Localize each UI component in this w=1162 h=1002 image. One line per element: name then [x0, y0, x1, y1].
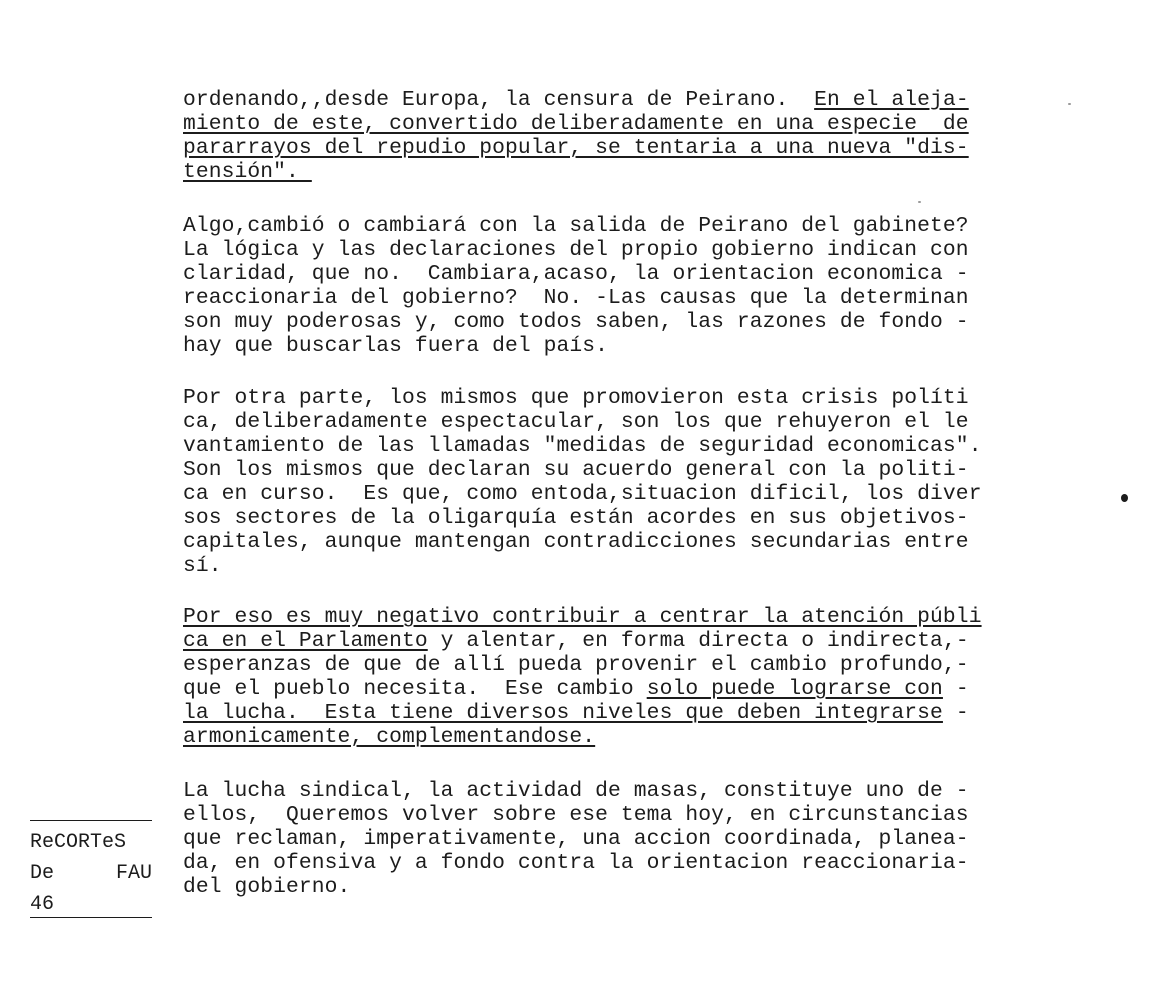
text-segment: La lógica y las declaraciones del propio gobierno indican con	[183, 238, 969, 262]
text-segment: claridad, que no. Cambiara,acaso, la orientacion economica -	[183, 262, 969, 286]
text-segment: son muy poderosas y, como todos saben, las razones de fondo -	[183, 310, 969, 334]
text-line	[183, 434, 1043, 458]
text-line	[183, 88, 1043, 112]
text-line	[183, 214, 1043, 238]
text-segment: -	[942, 677, 969, 701]
paper-speck	[1068, 103, 1071, 105]
text-line	[183, 238, 1043, 262]
underlined-text: la lucha. Esta tiene diversos niveles que deben integrarse	[183, 701, 943, 725]
paragraph-2	[183, 214, 1043, 358]
text-segment: ca, deliberadamente espectacular, son los que rehuyeron el le	[183, 410, 969, 434]
text-segment: hay que buscarlas fuera del país.	[183, 334, 609, 358]
underlined-text: armonicamente, complementandose.	[183, 725, 596, 749]
text-segment: vantamiento de las llamadas "medidas de seguridad economicas".	[183, 434, 982, 458]
stamp-line-de-fau	[30, 858, 152, 889]
text-line	[183, 386, 1043, 410]
text-segment: ellos, Queremos volver sobre ese tema hoy, en circunstancias	[183, 803, 969, 827]
text-line	[183, 701, 1043, 725]
underlined-text: Por eso es muy negativo contribuir a centrar la atención públi	[183, 605, 982, 629]
paragraph-3	[183, 386, 1043, 578]
ink-dot	[1121, 494, 1128, 502]
stamp-de: De	[30, 862, 55, 885]
paragraph-1	[183, 88, 1043, 184]
paper-speck	[918, 201, 921, 203]
underlined-text: solo puede lograrse con	[646, 677, 943, 701]
text-segment: capitales, aunque mantengan contradicciones secundarias entre	[183, 530, 969, 554]
text-line	[183, 506, 1043, 530]
text-segment: reaccionaria del gobierno? No. -Las causas que la determinan	[183, 286, 969, 310]
paragraph-5	[183, 779, 1043, 899]
text-line	[183, 803, 1043, 827]
stamp-top-rule	[30, 820, 152, 821]
text-line	[183, 677, 1043, 701]
text-line	[183, 605, 1043, 629]
text-line	[183, 310, 1043, 334]
stamp-line-number: 46	[30, 889, 152, 918]
text-segment: Por otra parte, los mismos que promovieron esta crisis políti	[183, 386, 969, 410]
text-line	[183, 334, 1043, 358]
underlined-text: pararrayos del repudio popular, se tentaria a una nueva "dis-	[183, 136, 969, 160]
text-line	[183, 458, 1043, 482]
text-segment: -	[942, 701, 969, 725]
stamp-fau: FAU	[115, 862, 152, 885]
text-line	[183, 851, 1043, 875]
text-segment: ca en curso. Es que, como entoda,situacion dificil, los diver	[183, 482, 982, 506]
text-line	[183, 629, 1043, 653]
text-line	[183, 136, 1043, 160]
text-line	[183, 779, 1043, 803]
recortes-stamp	[30, 820, 154, 918]
text-segment: y alentar, en forma directa o indirecta,-	[427, 629, 969, 653]
text-line	[183, 827, 1043, 851]
text-segment: que reclaman, imperativamente, una accion coordinada, planea-	[183, 827, 969, 851]
text-line	[183, 725, 1043, 749]
text-line	[183, 554, 1043, 578]
text-segment: sí.	[183, 554, 222, 578]
underlined-text: En el aleja-	[814, 88, 969, 112]
text-line	[183, 160, 1043, 184]
text-line	[183, 112, 1043, 136]
text-line	[183, 530, 1043, 554]
text-line	[183, 482, 1043, 506]
text-line	[183, 875, 1043, 899]
text-line	[183, 410, 1043, 434]
text-segment: del gobierno.	[183, 875, 351, 899]
underlined-text: miento de este, convertido deliberadamente en una especie de	[183, 112, 969, 136]
text-line	[183, 286, 1043, 310]
text-segment: Algo,cambió o cambiará con la salida de Peirano del gabinete?	[183, 214, 969, 238]
text-line	[183, 653, 1043, 677]
paragraph-4	[183, 605, 1043, 749]
stamp-line-recortes: ReCORTeS	[30, 831, 127, 854]
text-segment: da, en ofensiva y a fondo contra la orientacion reaccionaria-	[183, 851, 969, 875]
text-segment: esperanzas de que de allí pueda provenir el cambio profundo,-	[183, 653, 969, 677]
underlined-text: tensión".	[183, 160, 312, 184]
text-segment: Son los mismos que declaran su acuerdo general con la politi-	[183, 458, 969, 482]
text-segment: sos sectores de la oligarquía están acordes en sus objetivos-	[183, 506, 969, 530]
text-line	[183, 262, 1043, 286]
text-segment: La lucha sindical, la actividad de masas, constituye uno de -	[183, 779, 969, 803]
underlined-text: ca en el Parlamento	[183, 629, 428, 653]
text-segment: que el pueblo necesita. Ese cambio	[183, 677, 647, 701]
text-segment: ordenando,,desde Europa, la censura de Peirano.	[183, 88, 815, 112]
